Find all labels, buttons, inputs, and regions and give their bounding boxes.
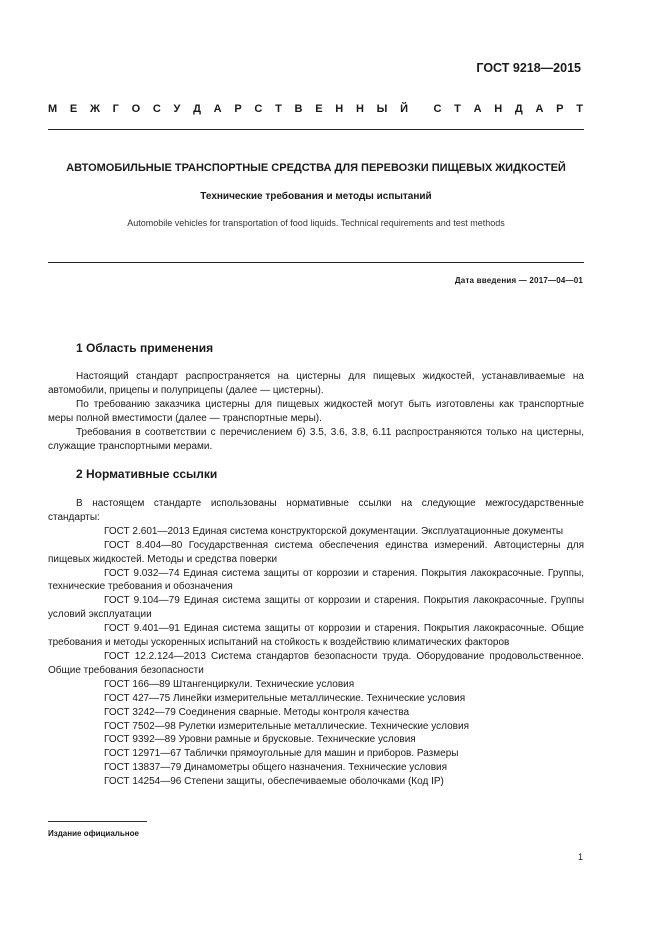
reference-title: Штангенциркули. Технические условия [173, 678, 355, 690]
reference-title: Динамометры общего назначения. Технические условия [184, 762, 448, 774]
banner-letter: А [473, 103, 482, 115]
reference-number: 9.401—91 [133, 623, 180, 635]
banner-letter: Д [514, 103, 523, 115]
reference-number: 14254—96 [132, 776, 182, 788]
reference-entry [48, 720, 584, 734]
interstate-standard-banner [48, 103, 583, 115]
banner-letter: Т [454, 103, 461, 115]
reference-number: 12971—67 [132, 748, 182, 760]
banner-letter: Е [315, 103, 323, 115]
header-divider [48, 129, 584, 130]
reference-number: 7502—98 [132, 720, 176, 732]
reference-entry [48, 539, 584, 567]
document-number: ГОСТ 9218—2015 [476, 61, 581, 75]
reference-title: Единая система защиты от коррозии и старения. Покрытия лакокрасочные. Группы условий эксплуатации [48, 595, 585, 621]
banner-letter: Ж [89, 103, 100, 115]
banner-letter: А [535, 103, 544, 115]
reference-title: Степени защиты, обеспечиваемые оболочками (Код IP) [184, 776, 444, 788]
reference-gost-prefix: ГОСТ [104, 650, 130, 662]
banner-letter: Р [556, 103, 564, 115]
section-1-paragraph: По требованию заказчика цистерны для пищевых жидкостей могут быть изготовлены как транспортные меры полной вместимости (далее — транспортные меры). [48, 399, 584, 424]
reference-entry [48, 622, 584, 650]
standard-subtitle: Технические требования и методы испытаний [200, 191, 432, 202]
banner-letter: О [131, 103, 141, 115]
banner-letter: Н [355, 103, 364, 115]
normative-references-list [48, 497, 584, 789]
banner-letter: Т [275, 103, 282, 115]
banner-letter: В [294, 103, 303, 115]
banner-letter: Д [193, 103, 201, 115]
banner-letter: С [254, 103, 263, 115]
banner-letter: А [213, 103, 222, 115]
reference-number: 3242—79 [132, 706, 176, 718]
banner-letter: Т [576, 103, 583, 115]
references-intro: В настоящем стандарте использованы нормативные ссылки на следующие межгосударственные стандарты: [48, 498, 584, 523]
reference-number: 427—75 [132, 692, 171, 704]
reference-gost-prefix: ГОСТ [104, 692, 130, 704]
section-1-heading: 1 Область применения [76, 341, 214, 355]
reference-title: Рулетки измерительные металлические. Технические условия [178, 720, 469, 732]
footer-divider [48, 821, 147, 822]
reference-entry [48, 747, 584, 761]
page-number: 1 [577, 852, 583, 862]
section-1-paragraph: Настоящий стандарт распространяется на цистерны для пищевых жидкостей, устанавливаемые на автомобили, прицепы и полуприцепы (далее — цистерны). [48, 371, 584, 396]
reference-entry [48, 761, 584, 775]
reference-gost-prefix: ГОСТ [104, 623, 130, 635]
banner-letter: С [152, 103, 161, 115]
reference-title: Система стандартов безопасности труда. Оборудование продовольственное. Общие требования безопасности [48, 650, 585, 676]
reference-entry [48, 567, 584, 595]
reference-gost-prefix: ГОСТ [104, 748, 130, 760]
reference-title: Единая система защиты от коррозии и старения. Покрытия лакокрасочные. Общие требования и методы ускоренных испытаний на стойкость к воздействию климатических факторов [48, 623, 584, 649]
title-divider [48, 262, 584, 263]
reference-title: Линейки измерительные металлические. Технические условия [173, 692, 466, 704]
banner-letter: С [433, 103, 442, 115]
reference-entry [48, 594, 584, 622]
official-edition-note: Издание официальное [48, 829, 139, 838]
reference-gost-prefix: ГОСТ [104, 706, 130, 718]
reference-entry [48, 733, 584, 747]
reference-gost-prefix: ГОСТ [104, 776, 130, 788]
reference-entry [48, 678, 584, 692]
banner-letter: Й [400, 103, 409, 115]
reference-number: 9392—89 [132, 734, 176, 746]
reference-gost-prefix: ГОСТ [104, 762, 130, 774]
reference-title: Таблички прямоугольные для машин и приборов. Размеры [184, 748, 459, 760]
reference-gost-prefix: ГОСТ [104, 720, 130, 732]
reference-title: Единая система защиты от коррозии и старения. Покрытия лакокрасочные. Группы, технические требования и обозначения [48, 567, 585, 593]
reference-gost-prefix: ГОСТ [104, 539, 130, 551]
reference-entry [48, 525, 584, 539]
english-title: Automobile vehicles for transportation of food liquids. Technical requirements and test methods [127, 218, 505, 228]
reference-number: 9.104—79 [133, 595, 180, 607]
section-1-paragraph: Требования в соответствии с перечислением б) 3.5, 3.6, 3.8, 6.11 распространяются только на цистерны, служащие транспортными мерами. [48, 427, 584, 452]
standard-title: АВТОМОБИЛЬНЫЕ ТРАНСПОРТНЫЕ СРЕДСТВА ДЛЯ ПЕРЕВОЗКИ ПИЩЕВЫХ ЖИДКОСТЕЙ [66, 162, 566, 174]
reference-number: 13837—79 [132, 762, 182, 774]
banner-letter: Г [112, 103, 119, 115]
banner-letter: У [173, 103, 181, 115]
reference-gost-prefix: ГОСТ [104, 678, 130, 690]
reference-entry [48, 775, 584, 789]
reference-entry [48, 706, 584, 720]
banner-letter: Н [335, 103, 344, 115]
section-2-heading: 2 Нормативные ссылки [76, 467, 218, 481]
reference-title: Государственная система обеспечения единства измерений. Автоцистерны для пищевых жидкостей. Методы и средства поверки [48, 539, 584, 565]
reference-number: 9.032—74 [133, 567, 180, 579]
banner-letter: Е [69, 103, 78, 115]
reference-number: 2.601—2013 [132, 525, 190, 537]
introduction-date: Дата введения — 2017—04—01 [454, 276, 583, 285]
banner-letter: Н [494, 103, 503, 115]
reference-title: Уровни рамные и брусковые. Технические условия [178, 734, 416, 746]
banner-letter: Р [234, 103, 242, 115]
banner-letter: М [48, 103, 58, 115]
reference-title: Соединения сварные. Методы контроля качества [178, 706, 410, 718]
reference-gost-prefix: ГОСТ [104, 734, 130, 746]
reference-number: 166—89 [132, 678, 171, 690]
reference-number: 8.404—80 [136, 539, 183, 551]
reference-title: Единая система конструкторской документации. Эксплуатационные документы [192, 525, 564, 537]
reference-number: 12.2.124—2013 [134, 650, 206, 662]
reference-gost-prefix: ГОСТ [104, 567, 130, 579]
reference-gost-prefix: ГОСТ [104, 525, 130, 537]
references-entries [48, 525, 584, 789]
section-1-body [48, 370, 584, 454]
banner-letter: Ы [376, 103, 388, 115]
reference-entry [48, 650, 584, 678]
reference-gost-prefix: ГОСТ [104, 595, 130, 607]
reference-entry [48, 692, 584, 706]
